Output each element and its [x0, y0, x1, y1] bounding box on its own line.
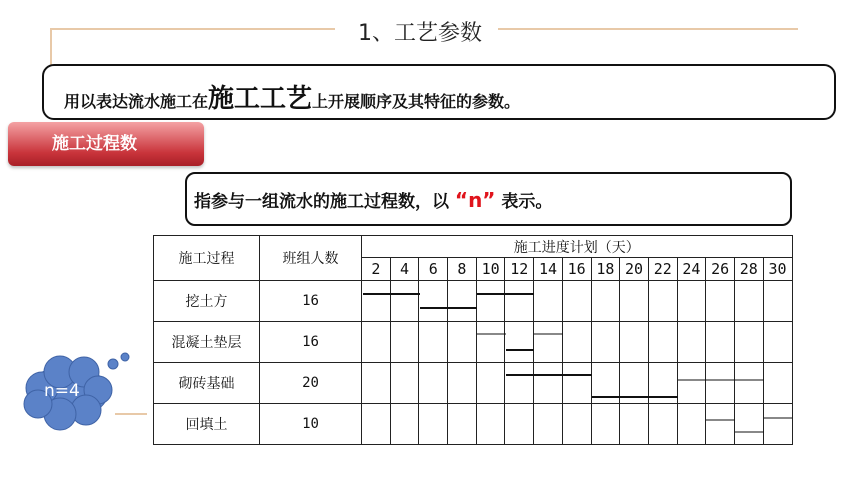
grid-cell — [562, 363, 591, 404]
grid-cell — [419, 404, 448, 445]
grid-cell — [591, 322, 620, 363]
definition-text — [64, 78, 520, 115]
day-header: 16 — [562, 258, 591, 281]
slide-title: 1、工艺参数 — [358, 21, 482, 46]
callout-cloud — [20, 350, 140, 440]
day-header: 12 — [505, 258, 534, 281]
grid-cell — [763, 281, 792, 322]
header-process: 施工过程 — [154, 236, 260, 281]
grid-cell — [448, 322, 477, 363]
grid-cell — [505, 322, 534, 363]
grid-cell — [706, 363, 735, 404]
process-name: 砌砖基础 — [154, 363, 260, 404]
grid-cell — [419, 363, 448, 404]
grid-cell — [591, 404, 620, 445]
day-header: 10 — [476, 258, 505, 281]
grid-cell — [648, 322, 677, 363]
grid-cell — [448, 281, 477, 322]
title-rule-top-right — [498, 28, 798, 30]
grid-cell — [505, 281, 534, 322]
grid-cell — [562, 322, 591, 363]
crew-size: 16 — [260, 322, 362, 363]
callout-rule — [115, 413, 147, 415]
grid-cell — [763, 404, 792, 445]
grid-cell — [763, 322, 792, 363]
grid-cell — [734, 363, 763, 404]
definition-emphasis: 施工工艺 — [208, 84, 313, 114]
day-header: 6 — [419, 258, 448, 281]
grid-cell — [677, 281, 706, 322]
grid-cell — [648, 363, 677, 404]
table-row — [154, 322, 793, 363]
grid-cell — [534, 363, 563, 404]
header-plan: 施工进度计划（天） — [362, 236, 793, 258]
n-statement-pre: 指参与一组流水的施工过程数，以 — [194, 192, 449, 212]
grid-cell — [706, 404, 735, 445]
day-header: 20 — [620, 258, 649, 281]
day-header: 18 — [591, 258, 620, 281]
grid-cell — [476, 322, 505, 363]
crew-size: 20 — [260, 363, 362, 404]
grid-cell — [419, 281, 448, 322]
grid-cell — [677, 404, 706, 445]
callout-label: n=4 — [44, 381, 80, 401]
grid-cell — [390, 404, 419, 445]
grid-cell — [448, 363, 477, 404]
schedule-table — [153, 235, 793, 445]
day-header: 2 — [362, 258, 391, 281]
grid-cell — [476, 363, 505, 404]
table-row — [154, 363, 793, 404]
definition-post: 上开展顺序及其特征的参数。 — [312, 92, 521, 111]
grid-cell — [734, 322, 763, 363]
grid-cell — [505, 404, 534, 445]
grid-cell — [620, 363, 649, 404]
grid-cell — [591, 363, 620, 404]
grid-cell — [390, 322, 419, 363]
day-header: 24 — [677, 258, 706, 281]
n-symbol: “n” — [454, 188, 496, 212]
day-header: 8 — [448, 258, 477, 281]
grid-cell — [448, 404, 477, 445]
table-row — [154, 281, 793, 322]
day-header: 22 — [648, 258, 677, 281]
grid-cell — [362, 404, 391, 445]
grid-cell — [620, 404, 649, 445]
process-name: 挖土方 — [154, 281, 260, 322]
grid-cell — [677, 363, 706, 404]
grid-cell — [362, 363, 391, 404]
grid-cell — [706, 322, 735, 363]
grid-cell — [534, 281, 563, 322]
grid-cell — [620, 281, 649, 322]
grid-cell — [419, 322, 448, 363]
grid-cell — [505, 363, 534, 404]
grid-cell — [476, 404, 505, 445]
grid-cell — [390, 363, 419, 404]
grid-cell — [763, 363, 792, 404]
grid-cell — [534, 404, 563, 445]
grid-cell — [734, 281, 763, 322]
day-header: 28 — [734, 258, 763, 281]
grid-cell — [677, 322, 706, 363]
grid-cell — [562, 281, 591, 322]
day-header: 26 — [706, 258, 735, 281]
grid-cell — [476, 281, 505, 322]
grid-cell — [734, 404, 763, 445]
grid-cell — [648, 404, 677, 445]
grid-cell — [362, 322, 391, 363]
grid-cell — [591, 281, 620, 322]
day-header: 4 — [390, 258, 419, 281]
grid-cell — [534, 322, 563, 363]
grid-cell — [362, 281, 391, 322]
day-header: 14 — [534, 258, 563, 281]
crew-size: 16 — [260, 281, 362, 322]
grid-cell — [620, 322, 649, 363]
crew-size: 10 — [260, 404, 362, 445]
n-statement-post: 表示。 — [501, 192, 553, 212]
day-header: 30 — [763, 258, 792, 281]
table-row — [154, 404, 793, 445]
grid-cell — [390, 281, 419, 322]
n-statement-text — [194, 187, 552, 212]
definition-pre: 用以表达流水施工在 — [64, 92, 209, 111]
header-crew-size: 班组人数 — [260, 236, 362, 281]
process-name: 混凝土垫层 — [154, 322, 260, 363]
process-name: 回填土 — [154, 404, 260, 445]
grid-cell — [648, 281, 677, 322]
grid-cell — [706, 281, 735, 322]
grid-cell — [562, 404, 591, 445]
section-tag-label: 施工过程数 — [52, 134, 137, 154]
title-rule-top-left — [50, 28, 335, 30]
